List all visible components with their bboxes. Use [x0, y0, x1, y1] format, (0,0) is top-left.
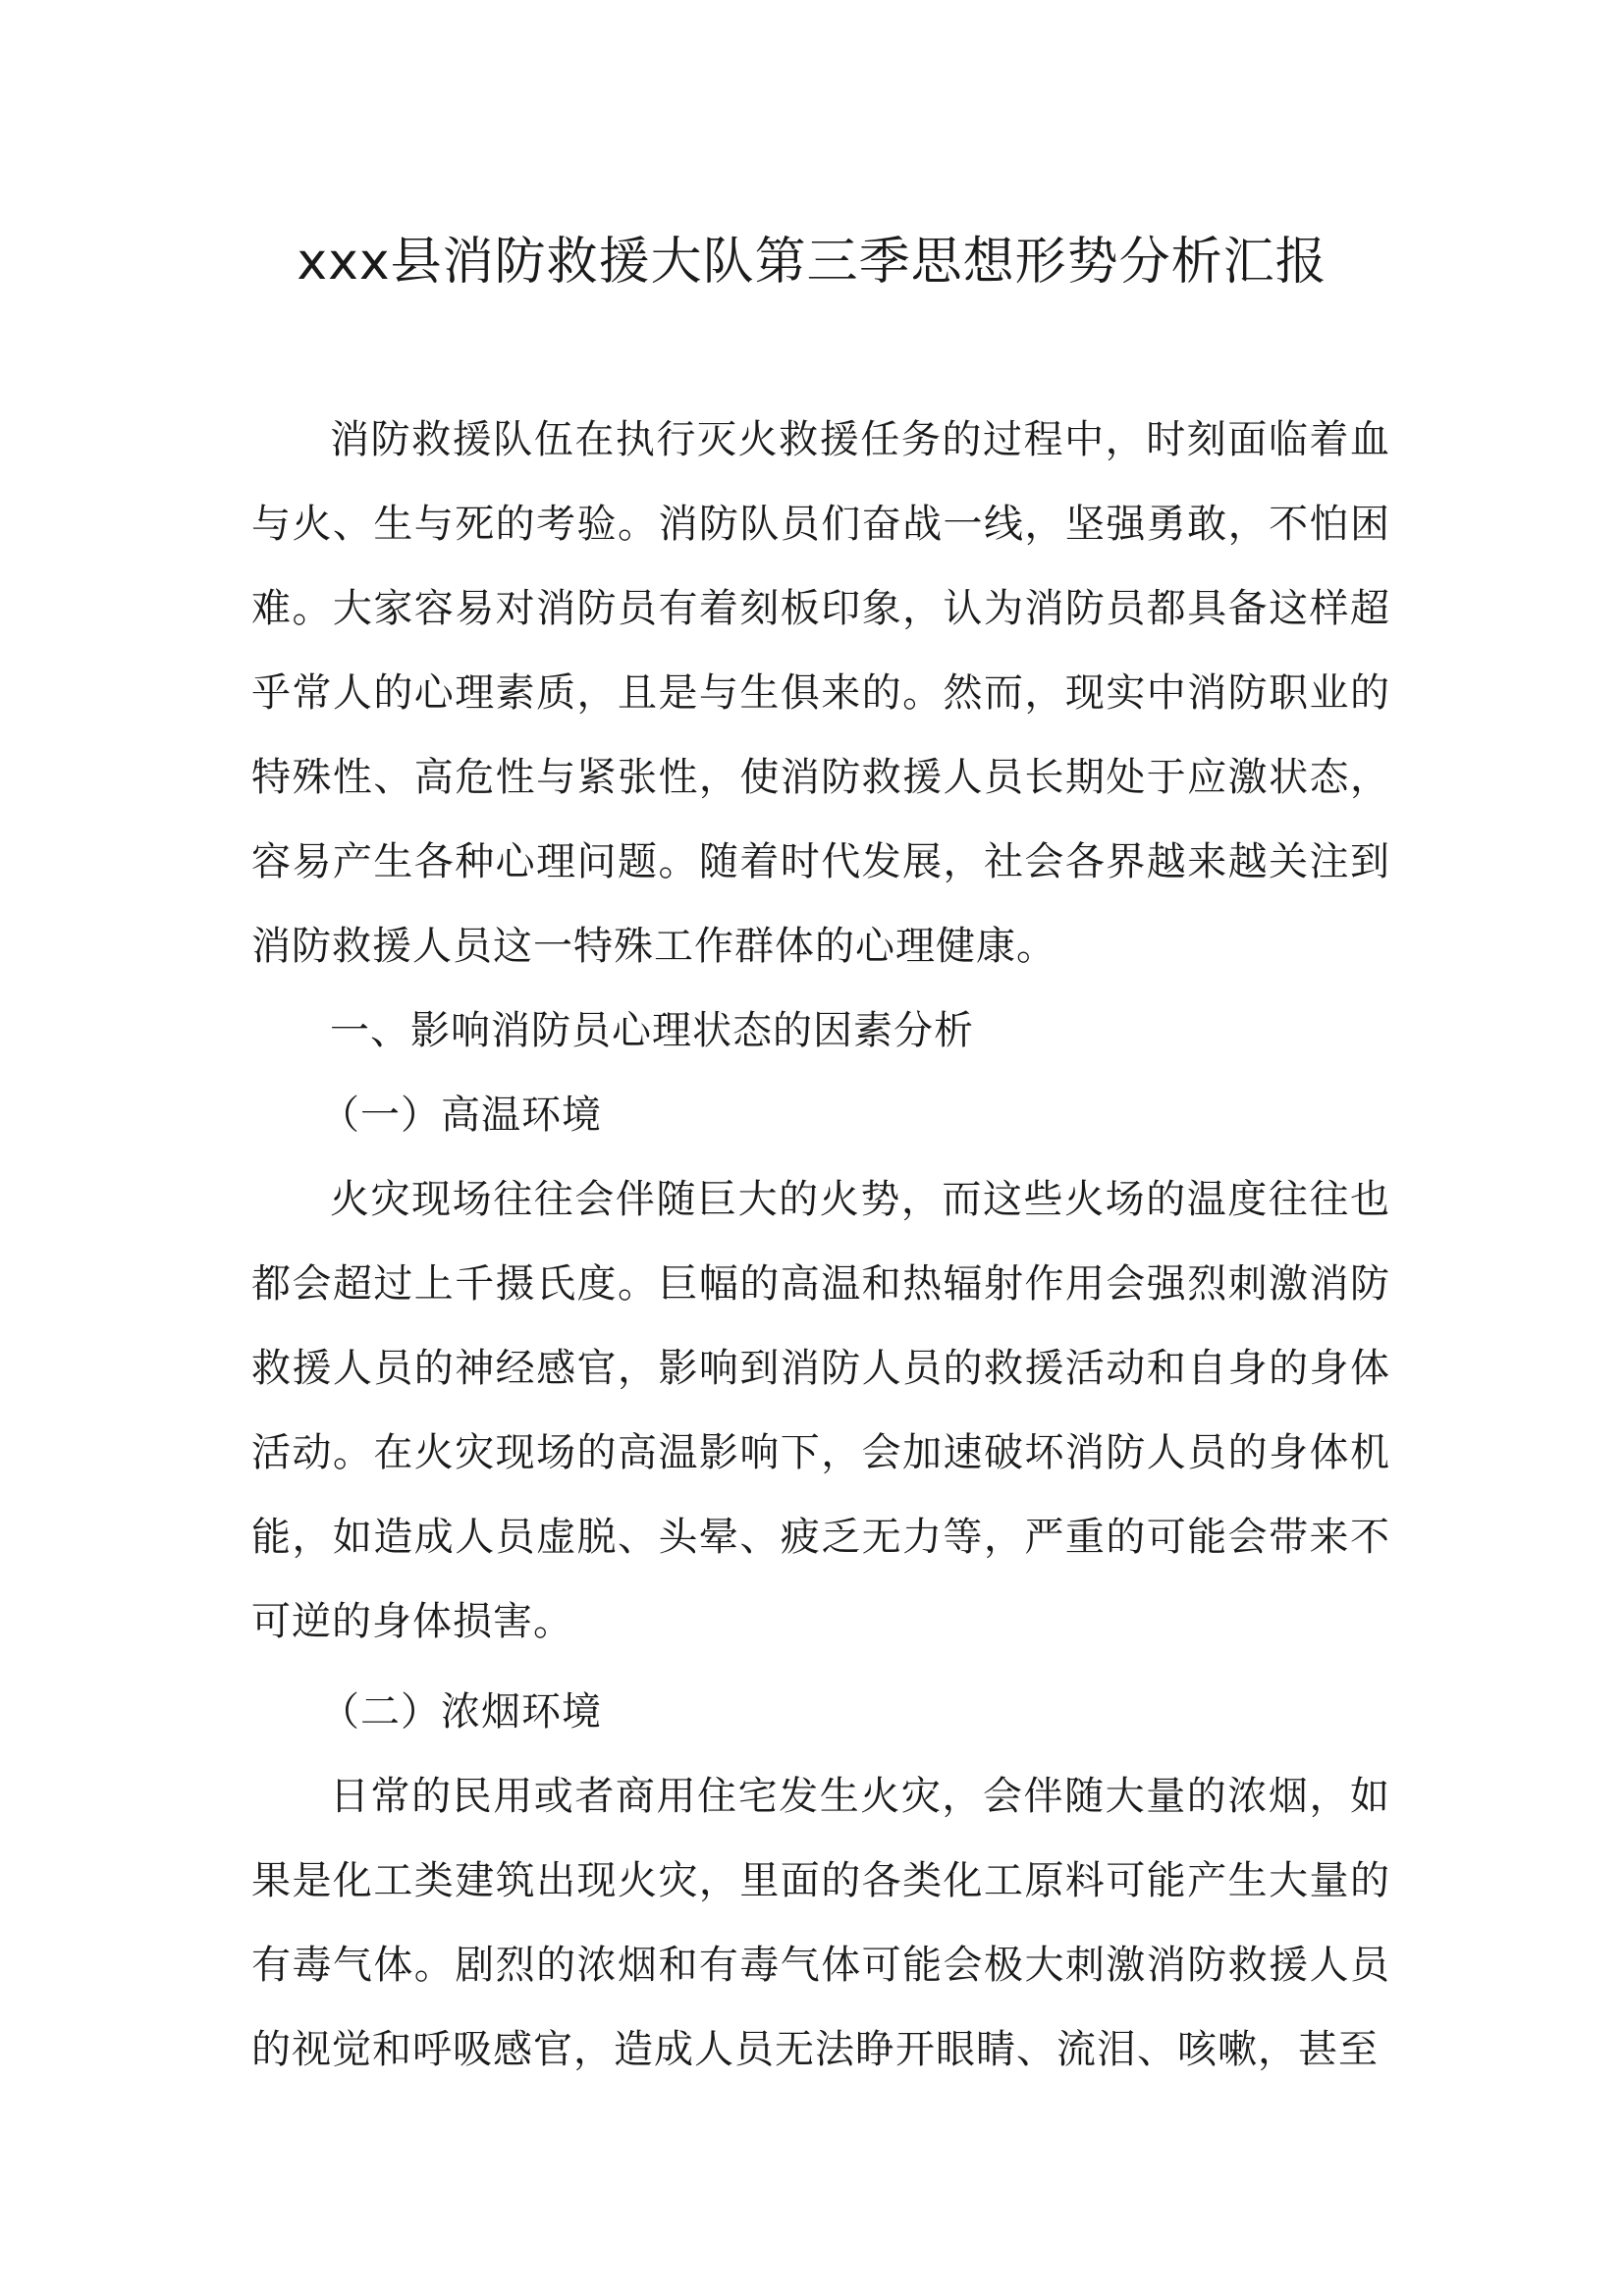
subsection-heading-dense-smoke: （二）浓烟环境	[320, 1689, 602, 1735]
section-heading-1: 一、影响消防员心理状态的因素分析	[330, 1008, 974, 1053]
document-title: xxx县消防救援大队第三季思想形势分析汇报	[297, 233, 1327, 292]
paragraph-high-temperature: 火灾现场往往会伴随巨大的火势，而这些火场的温度往往也都会超过上千摄氏度。巨幅的高温和热辐射作用会强烈刺激消防救援人员的神经感官，影响到消防人员的救援活动和自身的身体活动。在火灾现场的高温影响下，会加速破坏消防人员的身体机能，如造成人员虚脱、头晕、疲乏无力等，严重的可能会带来不可逆的身体损害。	[251, 1177, 1390, 1644]
intro-paragraph: 消防救援队伍在执行灭火救援任务的过程中，时刻面临着血与火、生与死的考验。消防队员们奋战一线，坚强勇敢，不怕困难。大家容易对消防员有着刻板印象，认为消防员都具备这样超乎常人的心理素质，且是与生俱来的。然而，现实中消防职业的特殊性、高危性与紧张性，使消防救援人员长期处于应激状态，容易产生各种心理问题。随着时代发展，社会各界越来越关注到消防救援人员这一特殊工作群体的心理健康。	[251, 417, 1390, 969]
paragraph-dense-smoke: 日常的民用或者商用住宅发生火灾，会伴随大量的浓烟，如果是化工类建筑出现火灾，里面的各类化工原料可能产生大量的有毒气体。剧烈的浓烟和有毒气体可能会极大刺激消防救援人员的视觉和呼吸感官，造成人员无法睁开眼睛、流泪、咳嗽，甚至	[251, 1774, 1390, 2072]
subsection-heading-high-temperature: （一）高温环境	[320, 1093, 602, 1138]
document-body	[251, 398, 1390, 2092]
